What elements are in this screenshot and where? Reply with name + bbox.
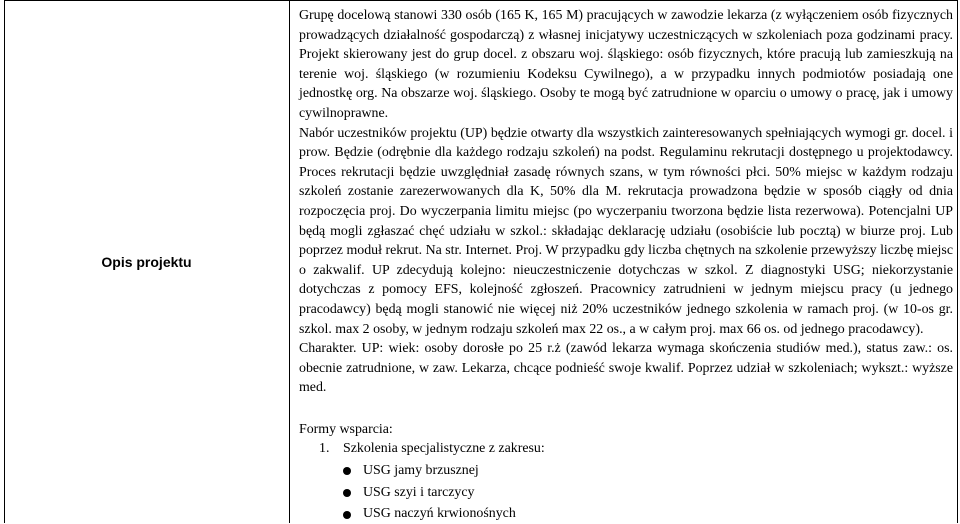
list-title: Szkolenia specjalistyczne z zakresu: [343,441,545,457]
numbered-list-item [299,439,953,459]
row-label: Opis projektu [101,253,192,270]
label-cell [4,0,289,523]
paragraph-recruitment: Nabór uczestników projektu (UP) będzie otwarty dla wszystkich zainteresowanych spełniających wymogi gr. docel. i prow. Będzie (odrębnie dla każdego rodzaju szkoleń) na podst. Regulaminu rekrutacji dostępnego u projektodawcy. Proces rekrutacji będzie uwzględniał zasadę równych szans, w tym równości płci. 50% miejsc w każdym rodzaju szkoleń zostanie zarezerwowanych dla K, 50% dla M. rekrutacja prowadzona będzie w sposób ciągły od dnia rozpoczęcia proj. Do wyczerpania limitu miejsc (po wyczerpaniu tworzona będzie lista rezerwowa). Potencjalni UP będą mogli zgłaszać chęć udziału w szkol.: składając deklarację udziału (osobiście lub pocztą) w biurze proj. Lub poprzez moduł rekrut. Na str. Internet. Proj. W przypadku gdy liczba chętnych na szkolenie przewyższy liczbę miejsc o zakwalif. UP zdecydują kolejno: nieuczestniczenie dotychczas w szkol. Z diagnostyki USG; niekorzystanie dotychczas z pomocy EFS, kolejność zgłoszeń. Pracownicy zatrudnieni w jednym miejscu pracy (u jednego pracodawcy) będą mogli stanowić nie więcej niż 20% uczestników jednego szkolenia w ramach proj. (w 10-os gr. szkol. max 2 osoby, w jednym rodzaju szkoleń max 22 os., a w całym proj. max 66 os. od jednego pracodawcy). [299,125,953,337]
description-cell [299,6,953,524]
right-border [957,0,958,523]
bullet-text: USG jamy brzusznej [363,463,479,479]
bullet-item-3 [343,504,953,524]
column-divider [289,0,290,523]
support-heading: Formy wsparcia: [299,421,393,437]
bullet-item-2 [343,483,953,503]
list-number: 1. [319,441,330,457]
spacer [299,398,953,420]
bullet-item-1 [343,461,953,481]
paragraph-target-group: Grupę docelową stanowi 330 osób (165 K, 165 M) pracujących w zawodzie lekarza (z wyłączeniem osób fizycznych prowadzących działalność gospodarczą) z własnej inicjatywy uczestniczących w szkoleniach poza godzinami pracy. Projekt skierowany jest do grup docel. z obszaru woj. śląskiego: osób fizycznych, które pracują lub zamieszkują na terenie woj. śląskiego (w rozumieniu Kodeksu Cywilnego), a w przypadku innych podmiotów posiadają one jednostkę org. Na obszarze woj. śląskiego. Osoby te mogą być zatrudnione w oparciu o umowy o pracę, jak i umowy cywilnoprawne. [299,8,953,121]
bullet-text: USG naczyń krwionośnych [363,506,516,522]
bullet-text: USG szyi i tarczycy [363,484,475,500]
paragraph-characteristics: Charakter. UP: wiek: osoby dorosłe po 25 r.ż (zawód lekarza wymaga skończenia studiów med.), status zaw.: os. obecnie zatrudnione, w zaw. Lekarza, chcące podnieść swoje kwalif. Poprzez udział w szkoleniach; wykszt.: wyższe med. [299,341,953,396]
bullet-icon [343,511,351,519]
bullet-icon [343,489,351,497]
bullet-icon [343,467,351,475]
